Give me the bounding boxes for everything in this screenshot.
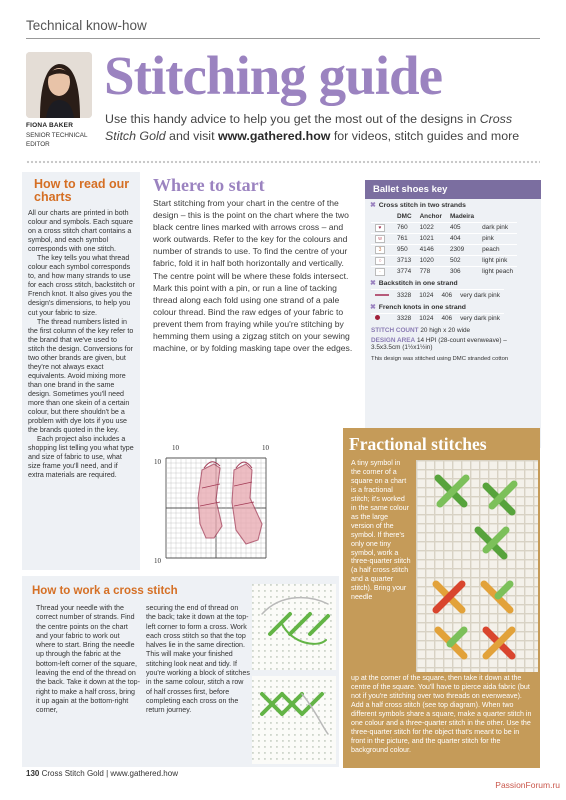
section-divider: [26, 38, 540, 39]
key-title: Ballet shoes key: [365, 180, 541, 199]
page-footer: 130 Cross Stitch Gold | www.gathered.how: [26, 769, 178, 778]
column-header: [478, 211, 517, 222]
cross-stitch-diagram: [252, 584, 336, 764]
key-table: [371, 211, 517, 277]
cross-icon: ✖: [370, 303, 376, 311]
where-to-start-body: Start stitching from your chart in the centre of the design – this is the point on the chart where the two black centre lines marked with arrows cross – and work outwards. Refer to the key for the colours and number of strands to use. To find the centre of your fabric, fold it in half both horizontally and vertically. The centre point will be where these folds intersect. Mark this point with a pin, or run a line of tacking thread along each fold using one strand of a pale colour thread. Bind the raw edges of your fabric to prevent them from fraying while you're stitching by hemming them using a zigzag stitch on your sewing machine, or by folding masking tape over the edges.: [153, 198, 353, 354]
key-symbol: ·: [375, 268, 385, 276]
column-header: DMC: [397, 212, 412, 220]
where-to-start-title: Where to start: [153, 175, 265, 195]
author-role: SENIOR TECHNICAL EDITOR: [26, 132, 88, 148]
key-symbol: ○: [375, 257, 385, 265]
backstitch-table: [371, 289, 504, 301]
fractional-body-continued: up at the corner of the square, then take it down at the centre of the square. You'll have to pierce aida fabric (but not if you're stitching over two threads on evenweave). Add a half cross stitch (see top diagram). When two different symbols share a square, make a quarter stitch in one colour and a three-quarter stitch in the other. Use the three-quarter stitch for the object that's meant to be in front in the picture, and the quarter stitch for the background colour.: [351, 674, 532, 754]
key-row: · 3774 778 306 light peach: [371, 266, 517, 277]
read-charts-paragraph: Each project also includes a shopping list telling you what type and size of fabric to use, what size frame you'll need, and if extra materials are required.: [28, 435, 134, 480]
french-knot-table: [371, 313, 504, 325]
watermark: PassionForum.ru: [495, 780, 560, 790]
intro-text: Use this handy advice to help you get the most out of the designs in Cross Stitch Gold and visit www.gathered.how for videos, stitch guides and more: [105, 112, 520, 143]
cross-stitch-column-1: Thread your needle with the correct number of strands. Find the centre points on the chart and your fabric to work out where to start. Bring the needle up through the fabric at the bottom-left corner of the square, leaving the end of the thread on the back. Take it down at the top-right to make a half cross, bring it up again at the bottom-right corner,: [36, 604, 140, 715]
section-label: Technical know-how: [26, 18, 147, 33]
dotted-divider: [26, 160, 540, 164]
read-charts-paragraph: The key tells you what thread colour each symbol corresponds to, and how many strands to use for each cross stitch, backstitch or French knot. It also gives you the design's dimensions, to help you cut your fabric to size.: [28, 254, 135, 317]
read-charts-paragraph: The thread numbers listed in the first column of the key refer to the brand that we've used to stitch the design. Conversions for two other brands are given, but they're not always exact equivalents. Avoid mixing more than one brand in the same design. Sometimes you'll need more than one skein of a certain colour, but there shouldn't be a problem with dye lots if you use the brands quoted in the key.: [28, 317, 134, 435]
key-row: 3328 1024 406 very dark pink: [371, 313, 504, 324]
fractional-title: Fractional stitches: [349, 434, 487, 454]
page-title: Stitching guide: [104, 45, 442, 106]
author-name: FIONA BAKER: [26, 122, 74, 129]
chart-tick-left-top: 10: [154, 458, 161, 466]
intro-link[interactable]: www.gathered.how: [217, 129, 331, 143]
chart-tick-left-bottom: 10: [154, 557, 161, 565]
key-row: 3 950 4146 2309 peach: [371, 244, 517, 255]
backstitch-heading: ✖ Backstitch in one strand: [370, 280, 458, 287]
read-charts-title: How to read our charts: [34, 177, 130, 204]
key-note: This design was stitched using DMC stranded cotton: [371, 356, 509, 362]
ballet-shoes-chart: [150, 440, 350, 570]
backstitch-line-icon: [375, 294, 389, 296]
cross-stitch-title: How to work a cross stitch: [32, 585, 178, 597]
key-row: ♥ 760 1022 405 dark pink: [371, 222, 517, 233]
fractional-body: A tiny symbol in the corner of a square on a chart is a fractional stitch; it's worked in the same colour as the large version of the symbol. If there's only one tiny symbol, work a three-quarter stitch (a half cross stitch and a quarter stitch). Bring your needle: [351, 459, 411, 602]
key-symbol: ♥: [375, 224, 385, 232]
cross-stitch-column-2: securing the end of thread on the back; take it down at the top-left corner to form a cross. Work each cross stitch so that the top halves lie in the same direction. This will make your finished stitching look neat and tidy. If you're working a block of stitches in the same colour, stitch a row of half crosses first, before completing each cross on the return journey.: [146, 604, 250, 715]
french-knot-icon: [375, 315, 380, 320]
stitch-count: STITCH COUNT 20 high x 20 wide: [371, 327, 471, 334]
cross-icon: ✖: [370, 202, 376, 209]
cross-heading: ✖ Cross stitch in two strands: [370, 202, 466, 209]
chart-tick-top-left: 10: [172, 444, 179, 452]
design-area: DESIGN AREA 14 HPI (28-count evenweave) – 3.5x3.5cm (1½x1½in): [371, 337, 507, 351]
chart-tick-top-right: 10: [262, 444, 269, 452]
read-charts-paragraph: All our charts are printed in both colour and symbols. Each square on a cross stitch chart contains a symbol, and each symbol corresponds with one stitch.: [28, 209, 133, 254]
key-row: 3328 1024 406 very dark pink: [371, 290, 504, 301]
cross-icon: ✖: [370, 280, 376, 287]
key-row: w 761 1021 404 pink: [371, 233, 517, 244]
french-knot-heading: ✖ French knots in one strand: [370, 303, 466, 311]
key-symbol: w: [375, 235, 385, 243]
author-photo: [26, 52, 92, 118]
column-header: Madeira: [449, 212, 475, 220]
ballet-key-panel: [365, 180, 541, 448]
read-charts-panel: [22, 172, 140, 570]
column-header: Anchor: [419, 212, 442, 220]
fractional-stitch-diagram: [416, 460, 538, 672]
key-row: ○ 3713 1020 502 light pink: [371, 255, 517, 266]
key-symbol: 3: [375, 246, 385, 254]
